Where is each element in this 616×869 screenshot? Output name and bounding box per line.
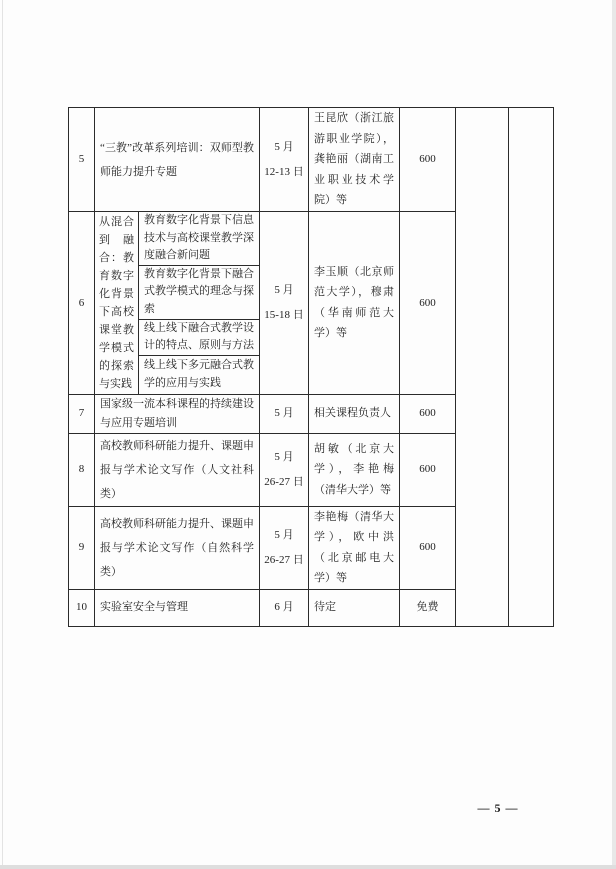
fee-cell: 600 (400, 506, 456, 589)
empty-column-cell (456, 108, 509, 627)
date-cell (260, 589, 309, 626)
instructor-cell: 待定 (309, 589, 400, 626)
date-cell (260, 394, 309, 433)
instructor-cell: 李艳梅（清华大学），欧中洪（北京邮电大学）等 (309, 506, 400, 589)
scan-edge-left (2, 0, 3, 869)
date-days: 15-18 日 (264, 308, 304, 321)
course-title-cell: “三教”改革系列培训：双师型教师能力提升专题 (95, 108, 260, 212)
course-title-cell: 实验室安全与管理 (95, 589, 260, 626)
date-cell (260, 506, 309, 589)
date-month: 5 月 (274, 528, 294, 541)
instructor-cell: 李玉顺（北京师范大学），穆肃（华南师范大学）等 (309, 212, 400, 395)
subtopic-cell: 教育数字化背景下融合式教学模式的理念与探索 (139, 265, 260, 319)
fee-cell: 600 (400, 433, 456, 506)
date-month: 5 月 (274, 140, 294, 153)
row-number-cell: 7 (69, 394, 95, 433)
subtopic-cell: 教育数字化背景下信息技术与高校课堂教学深度融合新问题 (139, 212, 260, 266)
training-schedule-table (68, 107, 554, 627)
fee-cell: 600 (400, 394, 456, 433)
date-days: 26-27 日 (264, 475, 304, 488)
row-number-cell: 5 (69, 108, 95, 212)
row-number-cell: 8 (69, 433, 95, 506)
date-month: 5 月 (274, 407, 294, 419)
scan-edge-right (612, 0, 616, 869)
course-title-cell: 高校教师科研能力提升、课题申报与学术论文写作（人文社科类） (95, 433, 260, 506)
date-days: 12-13 日 (264, 165, 304, 178)
date-cell (260, 433, 309, 506)
date-cell (260, 108, 309, 212)
instructor-cell: 胡敏（北京大学），李艳梅（清华大学）等 (309, 433, 400, 506)
scan-edge-bottom (0, 865, 616, 869)
instructor-cell: 王昆欣（浙江旅游职业学院），龚艳丽（湖南工业职业技术学院）等 (309, 108, 400, 212)
course-title-cell: 高校教师科研能力提升、课题申报与学术论文写作（自然科学类） (95, 506, 260, 589)
date-cell (260, 212, 309, 395)
date-month: 5 月 (274, 283, 294, 296)
course-title-cell: 国家级一流本科课程的持续建设与应用专题培训 (95, 394, 260, 433)
module-title-cell: 从混合到融合：教育数字化背景下高校课堂教学模式的探索与实践 (95, 212, 139, 395)
date-days: 26-27 日 (264, 553, 304, 566)
row-number-cell: 9 (69, 506, 95, 589)
date-month: 5 月 (274, 450, 294, 463)
date-month: 6 月 (274, 601, 294, 613)
instructor-cell: 相关课程负责人 (309, 394, 400, 433)
fee-cell: 免费 (400, 589, 456, 626)
row-number-cell: 10 (69, 589, 95, 626)
subtopic-cell: 线上线下融合式教学设计的特点、原则与方法 (139, 319, 260, 355)
row-number-cell: 6 (69, 212, 95, 395)
fee-cell: 600 (400, 108, 456, 212)
page-number: — 5 — (477, 801, 519, 815)
subtopic-cell: 线上线下多元融合式教学的应用与实践 (139, 355, 260, 394)
empty-column-cell (509, 108, 554, 627)
fee-cell: 600 (400, 212, 456, 395)
